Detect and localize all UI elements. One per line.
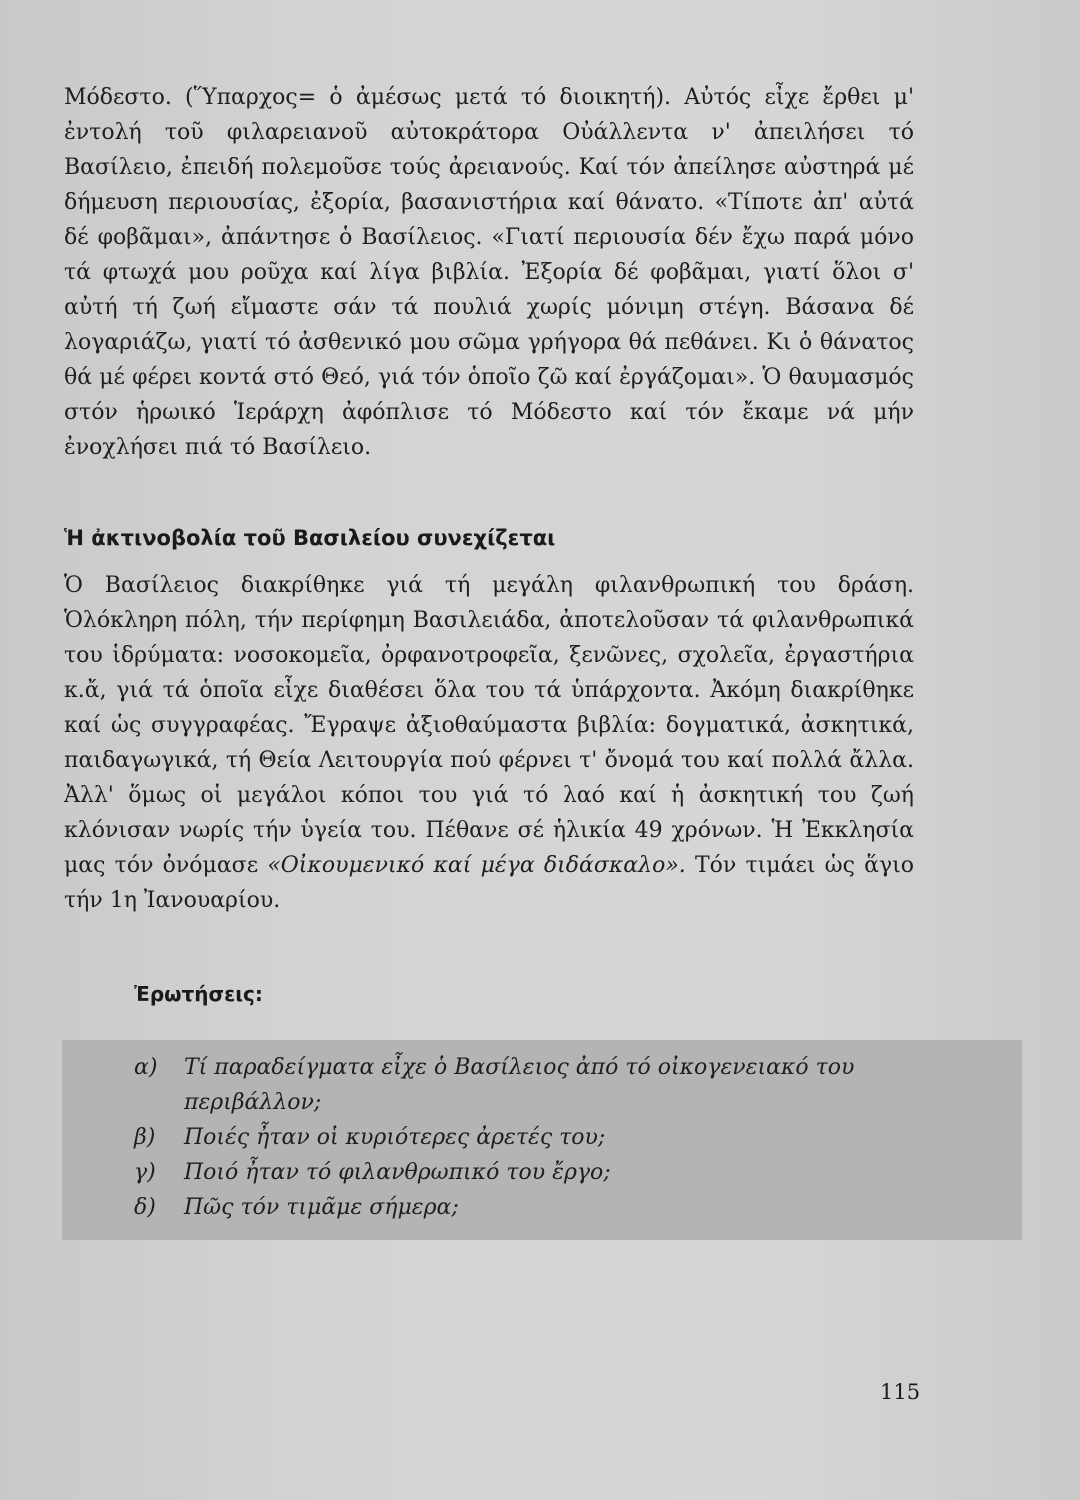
question-text: Πῶς τόν τιμᾶμε σήμερα; xyxy=(184,1195,459,1220)
questions-list xyxy=(134,1050,874,1225)
section-heading: Ἡ ἀκτινοβολία τοῦ Βασιλείου συνεχίζεται xyxy=(64,526,556,550)
paragraph-modestos: Μόδεστο. (Ὕπαρχος= ὁ ἀμέσως μετά τό διοικητή). Αὐτός εἶχε ἔρθει μ' ἐντολή τοῦ φιλαρειανοῦ αὐτοκράτορα Οὐάλλεντα ν' ἀπειλήσει τό Βασίλειο, ἐπειδή πολεμοῦσε τούς ἀρειανούς. Καί τόν ἀπείλησε αὐστηρά μέ δήμευση περιουσίας, ἐξορία, βασανιστήρια καί θάνατο. «Τίποτε ἀπ' αὐτά δέ φοβᾶμαι», ἀπάντησε ὁ Βασίλειος. «Γιατί περιουσία δέν ἔχω παρά μόνο τά φτωχά μου ροῦχα καί λίγα βιβλία. Ἐξορία δέ φοβᾶμαι, γιατί ὅλοι σ' αὐτή τή ζωή εἴμαστε σάν τά πουλιά χωρίς μόνιμη στέγη. Βάσανα δέ λογαριάζω, γιατί τό ἀσθενικό μου σῶμα γρήγορα θά πεθάνει. Κι ὁ θάνατος θά μέ φέρει κοντά στό Θεό, γιά τόν ὁποῖο ζῶ καί ἐργάζομαι». Ὁ θαυμασμός στόν ἡρωικό Ἱεράρχη ἀφόπλισε τό Μόδεστο καί τόν ἔκαμε νά μήν ἐνοχλήσει πιά τό Βασίλειο. xyxy=(64,85,914,460)
paragraph-basil-text-2: Τόν τιμάει ὡς ἅγιο τήν 1η Ἰανουαρίου. xyxy=(64,853,915,913)
question-item xyxy=(134,1120,874,1155)
question-text: Τί παραδείγματα εἶχε ὁ Βασίλειος ἀπό τό οἰκογενειακό του περιβάλλον; xyxy=(184,1055,855,1115)
basil-legacy-block xyxy=(64,568,914,918)
question-letter: γ) xyxy=(134,1160,156,1185)
question-item xyxy=(134,1050,874,1120)
question-text: Ποιές ἦταν οἱ κυριότερες ἀρετές του; xyxy=(184,1125,606,1150)
paragraph-basil-text-1: Ὁ Βασίλειος διακρίθηκε γιά τή μεγάλη φιλανθρωπική του δράση. Ὁλόκληρη πόλη, τήν περίφημη Βασιλειάδα, ἀποτελοῦσαν τά φιλανθρωπικά του ἱδρύματα: νοσοκομεῖα, ὀρφανοτροφεῖα, ξενῶνες, σχολεῖα, ἐργαστήρια κ.ἄ, γιά τά ὁποῖα εἶχε διαθέσει ὅλα του τά ὑπάρχοντα. Ἀκόμη διακρίθηκε καί ὡς συγγραφέας. Ἔγραψε ἀξιοθαύμαστα βιβλία: δογματικά, ἀσκητικά, παιδαγωγικά, τή Θεία Λειτουργία πού φέρνει τ' ὄνομά του καί πολλά ἄλλα. Ἀλλ' ὅμως οἱ μεγάλοι κόποι του γιά τό λαό καί ἡ ἀσκητική του ζωή κλόνισαν νωρίς τήν ὑγεία του. Πέθανε σέ ἡλικία 49 χρόνων. Ἡ Ἐκκλησία μας τόν ὀνόμασε xyxy=(64,573,914,878)
question-letter: β) xyxy=(134,1125,156,1150)
question-text: Ποιό ἦταν τό φιλανθρωπικό του ἔργο; xyxy=(184,1160,611,1185)
intro-paragraph-block xyxy=(64,80,914,465)
page-number: 115 xyxy=(880,1380,921,1404)
questions-heading: Ἐρωτήσεις: xyxy=(134,982,263,1006)
question-letter: α) xyxy=(134,1055,158,1080)
question-item xyxy=(134,1190,874,1225)
paragraph-basil-legacy xyxy=(64,568,914,918)
question-item xyxy=(134,1155,874,1190)
ecumenical-teacher-quote: «Οἰκουμενικό καί μέγα διδάσκαλο». xyxy=(267,853,686,878)
question-letter: δ) xyxy=(134,1195,156,1220)
